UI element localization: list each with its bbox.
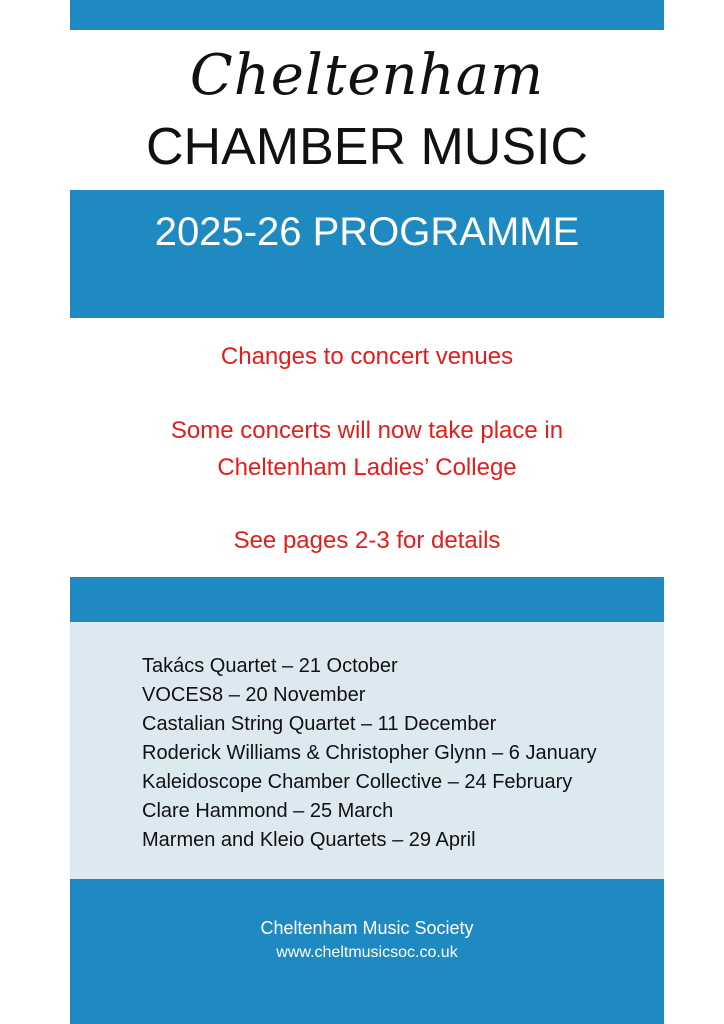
list-item: Takács Quartet – 21 October	[142, 655, 398, 677]
notice-line-1: Some concerts will now take place in	[170, 417, 564, 444]
list-item: Marmen and Kleio Quartets – 29 April	[142, 829, 476, 851]
footer	[70, 879, 664, 1024]
website-link[interactable]: www.cheltmusicsoc.co.uk	[276, 944, 458, 961]
notice-see-pages: See pages 2-3 for details	[233, 527, 501, 554]
list-item: Roderick Williams & Christopher Glynn – 6 January	[142, 742, 597, 764]
concert-list-panel	[70, 622, 664, 879]
notice-venue-change: Changes to concert venues	[220, 343, 514, 370]
list-item: Clare Hammond – 25 March	[142, 800, 394, 822]
programme-heading: 2025-26 PROGRAMME	[154, 210, 580, 254]
list-item: Kaleidoscope Chamber Collective – 24 February	[142, 771, 573, 793]
notice-line-2: Cheltenham Ladies’ College	[217, 454, 517, 481]
middle-blue-bar	[70, 577, 664, 622]
programme-cover	[70, 0, 664, 1024]
society-name: Cheltenham Music Society	[260, 918, 474, 938]
list-item: VOCES8 – 20 November	[142, 684, 366, 706]
script-title: Cheltenham	[189, 43, 545, 108]
programme-band	[70, 190, 664, 318]
top-blue-bar	[70, 0, 664, 30]
list-item: Castalian String Quartet – 11 December	[142, 713, 497, 735]
main-title: CHAMBER MUSIC	[145, 118, 589, 176]
concert-list	[142, 652, 597, 855]
